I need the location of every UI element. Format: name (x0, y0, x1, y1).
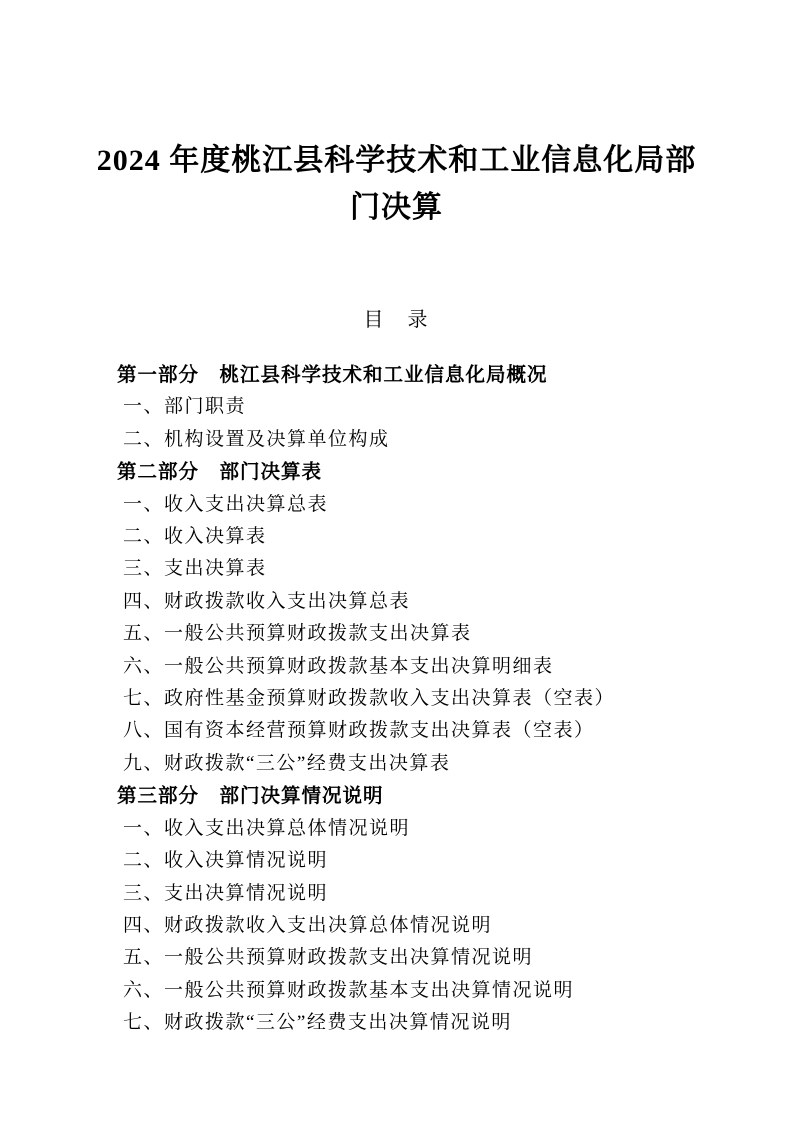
toc-entry: 八、国有资本经营预算财政拨款支出决算表（空表） (123, 720, 595, 742)
toc-section-header: 第二部分 部门决算表 (117, 461, 323, 484)
toc-entry: 一、收入支出决算总体情况说明 (123, 817, 411, 839)
document-title-line-2: 门决算 (350, 191, 443, 224)
toc-entry: 六、一般公共预算财政拨款基本支出决算情况说明 (123, 979, 575, 1001)
toc-entry: 三、支出决算表 (123, 558, 267, 580)
toc-entry: 一、收入支出决算总表 (123, 493, 329, 515)
toc-entry: 七、政府性基金预算财政拨款收入支出决算表（空表） (123, 688, 616, 710)
toc-entry: 三、支出决算情况说明 (123, 882, 329, 904)
toc-entry: 一、部门职责 (123, 396, 247, 418)
toc-entry: 四、财政拨款收入支出决算总表 (123, 590, 411, 612)
toc-section-header: 第一部分 桃江县科学技术和工业信息化局概况 (117, 364, 548, 386)
toc-entry: 七、财政拨款“三公”经费支出决算情况说明 (123, 1012, 512, 1034)
toc-section-header: 第三部分 部门决算情况说明 (117, 785, 384, 808)
toc-entry: 五、一般公共预算财政拨款支出决算表 (123, 623, 472, 645)
table-of-contents (0, 359, 793, 1040)
toc-heading: 目 录 (363, 309, 430, 331)
toc-entry: 二、收入决算表 (123, 526, 267, 548)
toc-entry: 六、一般公共预算财政拨款基本支出决算明细表 (123, 655, 554, 677)
toc-entry: 四、财政拨款收入支出决算总体情况说明 (123, 914, 493, 936)
document-title (0, 0, 793, 231)
document-title-line-1: 2024 年度桃江县科学技术和工业信息化局部 (96, 144, 697, 177)
toc-entry: 二、机构设置及决算单位构成 (123, 428, 390, 450)
toc-entry: 二、收入决算情况说明 (123, 850, 329, 872)
toc-entry: 九、财政拨款“三公”经费支出决算表 (123, 752, 451, 774)
toc-entry: 五、一般公共预算财政拨款支出决算情况说明 (123, 947, 534, 969)
